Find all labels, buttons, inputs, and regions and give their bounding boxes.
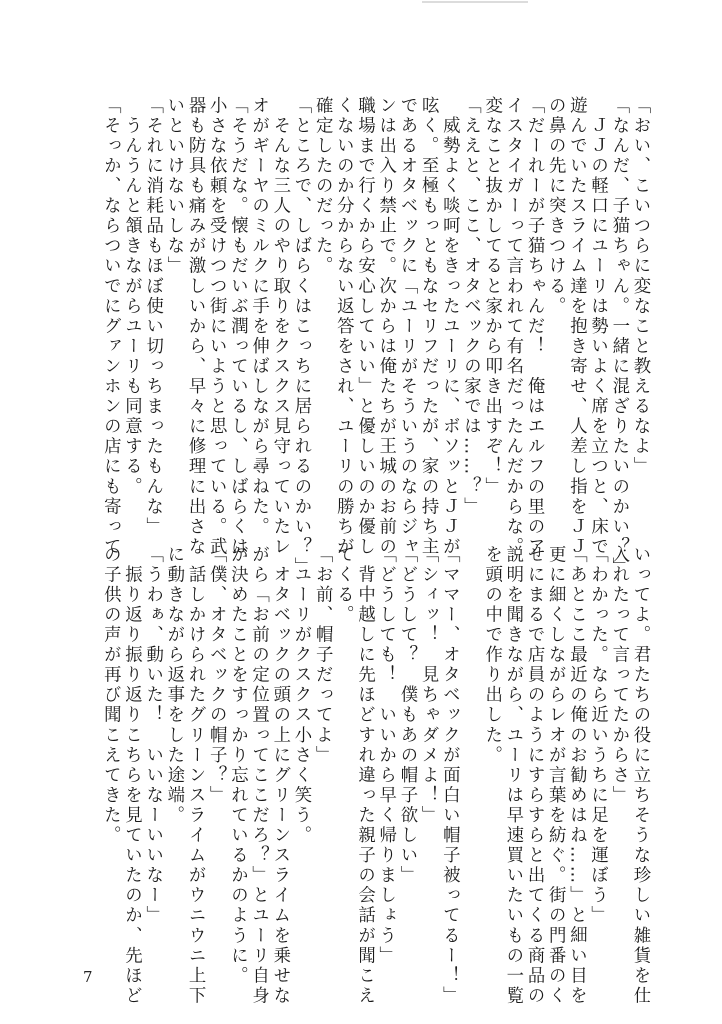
text-line: いといけないしな」 — [163, 96, 184, 277]
text-line: 「そうだな。懐もだいぶ潤っているし、しばらくは — [227, 96, 248, 558]
text-line: 更に細くしながらレオが言葉を紡ぐ。街の門番のく — [545, 545, 566, 1007]
text-line: 変なこと抜かしてると家から叩き出すぞ！」 — [481, 96, 502, 497]
text-line: 「ママー、オタベックが面白い帽子被ってるー！」 — [439, 545, 460, 1007]
text-line: イスタイガーって言われて有名だったんだからな。 — [502, 96, 523, 558]
page-number: 7 — [83, 968, 93, 986]
text-line: が決めたことをすっかり忘れているかのように。 — [227, 545, 248, 987]
text-line: いってよ。君たちの役に立ちそうな珍しい雑貨を仕 — [630, 545, 650, 1007]
text-line: 「それに消耗品もほぼ使い切っちまったもんな」 — [142, 96, 163, 538]
text-line: 「ところで、しばらくはこっちに居られるのかい？」 — [291, 96, 311, 578]
text-line: 「どうしても！ いいから早く帰りましょう」 — [375, 545, 396, 967]
text-line: 「だーれーが子猫ちゃんだ！ 俺はエルフの里のア — [524, 96, 545, 558]
text-line: 入れたって言ってたからさ」 — [608, 545, 629, 806]
text-block-top — [99, 96, 650, 578]
text-line: 「お前、帽子だってよ」 — [312, 545, 333, 766]
text-line: 話しかけられたグリーンスライムがウニウニ上下 — [185, 545, 206, 1007]
text-line: であるオタベックに「ユーリがそういうのならジャ — [396, 96, 417, 558]
text-line: 威勢よく啖呵をきったユーリに、ボソッとＪＪが — [439, 96, 460, 558]
text-line: 確定したのだった。 — [312, 96, 333, 277]
text-line: ユーリがクスクス小さく笑う。 — [291, 545, 311, 846]
text-line: 器も防具も痛みが激しいから、早々に修理に出さな — [185, 96, 206, 558]
text-line: ンは出入り禁止で。次からは俺たちが王城のお前の — [375, 96, 396, 558]
text-block-bottom — [99, 545, 650, 1007]
text-line: 背中越しに先ほどすれ違った親子の会話が聞こえ — [354, 545, 375, 1007]
text-line: ＪＪの軽口にユーリは勢いよく席を立つと、床で — [587, 96, 608, 558]
text-line: そんな三人のやり取りをクスクス見守っていたレ — [269, 96, 290, 558]
text-line: 呟く。至極もっともなセリフだったが、家の持ち主 — [418, 96, 439, 558]
text-line: の鼻の先に突きつける。 — [545, 96, 566, 317]
text-line: てくる。 — [333, 545, 354, 626]
text-line: 「僕、オタベックの帽子？」 — [206, 545, 227, 806]
text-line: うんうんと頷きながらユーリも同意する。 — [121, 96, 142, 497]
text-line: の子供の声が再び聞こえてきた。 — [100, 545, 121, 846]
text-line: オタベックの頭の上にグリーンスライムを乗せな — [269, 545, 290, 1007]
text-line: 「わかった。なら近いうちに足を運ぼう」 — [587, 545, 608, 926]
text-line: 振り返り振り返りこちらを見ていたのか、先ほど — [121, 545, 142, 1007]
text-line: 小さな依頼を受けつつ街にいようと思っている。武 — [206, 96, 227, 558]
text-line: を頭の中で作り出した。 — [481, 545, 502, 766]
text-line: 説明を聞きながら、ユーリは早速買いたいもの一覧 — [502, 545, 523, 1007]
text-line: 「うわぁ、動いた！ いいなーいいなー」 — [142, 545, 163, 926]
text-line: がら「お前の定位置ってここだろ？」とユーリ自身 — [248, 545, 269, 1007]
text-line: くないのか分からない返答をされ、ユーリの勝ちが — [333, 96, 354, 558]
text-line: 「あとここ最近の俺のお勧めはね……」と細い目を — [566, 545, 587, 1007]
text-line: オがギーヤのミルクに手を伸ばしながら尋ねた。 — [248, 96, 269, 538]
text-line: 「シィッ！ 見ちゃダメよ！」 — [418, 545, 439, 826]
text-line: に動きながら返事をした途端。 — [163, 545, 184, 826]
text-line: 「ええと、ここ、オタベックの家では……？」 — [460, 96, 481, 518]
text-line: 「なんだ、子猫ちゃん。一緒に混ざりたいのかい？」 — [608, 96, 629, 578]
text-line: 「どうして？ 僕もあの帽子欲しい」 — [396, 545, 417, 886]
header-rule — [422, 1, 528, 3]
blank-line — [459, 545, 480, 947]
text-line: 遊んでいたスライム達を抱き寄せ、人差し指をＪＪ — [566, 96, 587, 558]
text-line: 「そっか、ならついでにグァンホンの店にも寄って — [100, 96, 121, 558]
text-line: 職場まで行くから安心していい」と優しいのか優し — [354, 96, 375, 558]
text-line: 「おい、こいつらに変なこと教えるなよ」 — [630, 96, 650, 477]
text-line: せにまるで店員のようにすらすらと出てくる商品の — [524, 545, 545, 1007]
